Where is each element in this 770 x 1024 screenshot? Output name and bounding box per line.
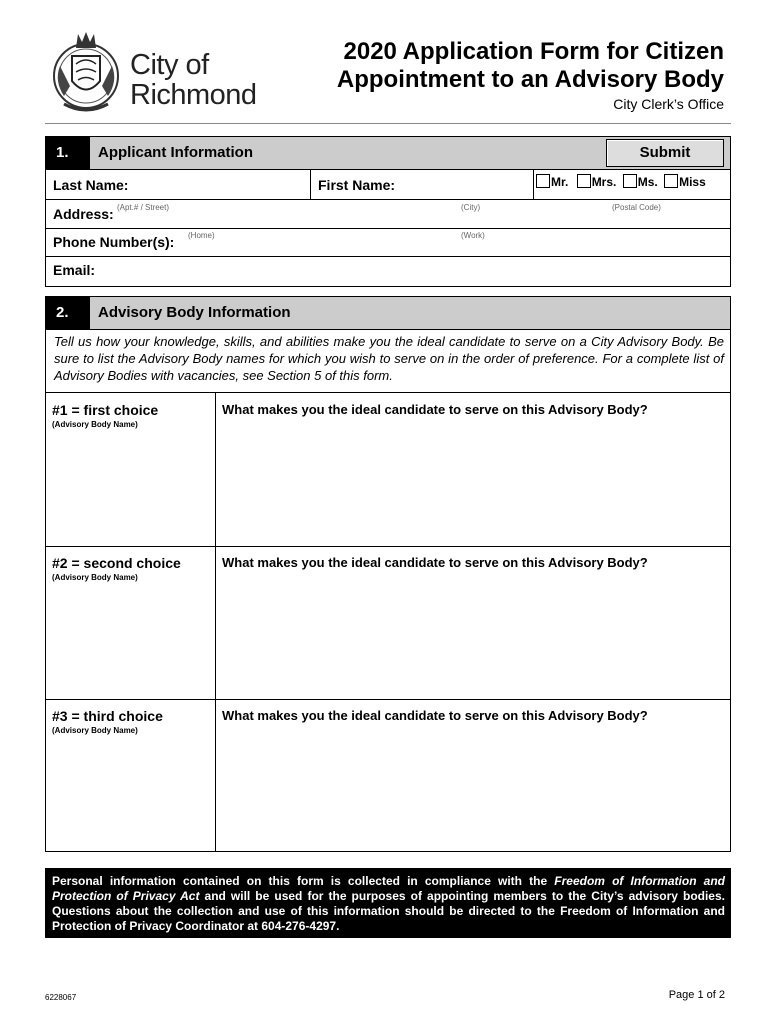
choice-2-answer-field[interactable] bbox=[217, 575, 727, 698]
choice-1-label: #1 = first choice bbox=[52, 402, 159, 418]
section-2-instructions: Tell us how your knowledge, skills, and abilities make you the ideal candidate to serve on a City Advisory Body. Be sure to list the Advisory Body names for which you wish to serve on in the order of preference. For a complete list of Advisory Bodies with vacancies, see Section 5 of this form. bbox=[54, 334, 724, 383]
form-title-line-1: 2020 Application Form for Citizen bbox=[343, 38, 724, 65]
form-title bbox=[337, 38, 724, 94]
checkbox-ms[interactable] bbox=[623, 174, 637, 188]
salutation-ms[interactable]: Ms. bbox=[623, 175, 658, 189]
divider bbox=[215, 700, 216, 851]
choice-3-answer-field[interactable] bbox=[217, 728, 727, 850]
phone-row[interactable] bbox=[46, 229, 730, 257]
email-label: Email: bbox=[53, 262, 96, 278]
choice-2-question: What makes you the ideal candidate to serve on this Advisory Body? bbox=[222, 555, 648, 570]
divider bbox=[310, 170, 311, 199]
advisory-body-section bbox=[45, 296, 731, 852]
form-title-line-2: Appointment to an Advisory Body bbox=[336, 66, 724, 93]
choice-1-name-field[interactable] bbox=[46, 433, 214, 545]
divider bbox=[215, 393, 216, 546]
applicant-information-section bbox=[45, 136, 731, 287]
logo-line-2: Richmond bbox=[130, 79, 257, 111]
choice-3-name-field[interactable] bbox=[46, 740, 214, 850]
city-name-wordmark bbox=[130, 50, 257, 110]
salutation-mr[interactable]: Mr. bbox=[536, 175, 568, 189]
address-street-hint: (Apt.# / Street) bbox=[117, 203, 170, 212]
submit-button[interactable]: Submit bbox=[606, 139, 724, 167]
first-name-label: First Name: bbox=[318, 177, 396, 193]
choice-1-question: What makes you the ideal candidate to serve on this Advisory Body? bbox=[222, 402, 648, 417]
email-row[interactable] bbox=[46, 257, 730, 285]
document-number: 6228067 bbox=[45, 993, 77, 1002]
salutation-mrs[interactable]: Mrs. bbox=[577, 175, 617, 189]
privacy-text-2: and will be used for the purposes of appointing members to the City’s advisory bodies. Questions about the collection and use of this information should be directed to the Freedom of Information and Protection of Privacy Coordinator at 604-276-4297. bbox=[52, 889, 725, 933]
section-2-title: Advisory Body Information bbox=[98, 304, 291, 321]
name-row bbox=[46, 170, 730, 200]
city-crest-logo bbox=[50, 26, 122, 118]
phone-label: Phone Number(s): bbox=[53, 234, 175, 250]
choice-3-sublabel: (Advisory Body Name) bbox=[52, 726, 138, 735]
section-1-title: Applicant Information bbox=[98, 144, 253, 161]
phone-work-hint: (Work) bbox=[461, 231, 485, 240]
logo-line-1: City of bbox=[130, 49, 209, 81]
privacy-text-1: Personal information contained on this form is collected in compliance with the bbox=[52, 874, 555, 888]
address-row[interactable] bbox=[46, 200, 730, 229]
checkbox-mr[interactable] bbox=[536, 174, 550, 188]
address-postal-hint: (Postal Code) bbox=[612, 203, 661, 212]
checkbox-mrs[interactable] bbox=[577, 174, 591, 188]
choice-row bbox=[46, 547, 730, 700]
section-1-number: 1. bbox=[46, 137, 90, 169]
choice-3-label: #3 = third choice bbox=[52, 708, 163, 724]
privacy-notice bbox=[45, 868, 731, 938]
choice-1-sublabel: (Advisory Body Name) bbox=[52, 420, 138, 429]
choice-3-question: What makes you the ideal candidate to serve on this Advisory Body? bbox=[222, 708, 648, 723]
page-number: Page 1 of 2 bbox=[668, 989, 725, 1001]
header-divider bbox=[45, 123, 731, 124]
checkbox-miss[interactable] bbox=[664, 174, 678, 188]
choice-2-sublabel: (Advisory Body Name) bbox=[52, 573, 138, 582]
choice-1-answer-field[interactable] bbox=[217, 421, 727, 545]
choice-2-label: #2 = second choice bbox=[52, 555, 181, 571]
address-label: Address: bbox=[53, 206, 114, 222]
choice-row bbox=[46, 700, 730, 851]
salutation-miss[interactable]: Miss bbox=[664, 175, 706, 189]
section-2-header bbox=[46, 297, 730, 330]
salutation-options bbox=[536, 174, 706, 189]
department-name: City Clerk’s Office bbox=[613, 96, 724, 112]
privacy-act-name: Freedom of Information and Protection of Privacy Act bbox=[52, 874, 725, 903]
divider bbox=[215, 547, 216, 699]
choice-2-name-field[interactable] bbox=[46, 587, 214, 698]
phone-home-hint: (Home) bbox=[188, 231, 215, 240]
choice-row bbox=[46, 393, 730, 547]
section-2-number: 2. bbox=[46, 297, 90, 329]
section-1-header bbox=[46, 137, 730, 170]
last-name-label: Last Name: bbox=[53, 177, 129, 193]
divider bbox=[533, 170, 534, 199]
address-city-hint: (City) bbox=[461, 203, 481, 212]
